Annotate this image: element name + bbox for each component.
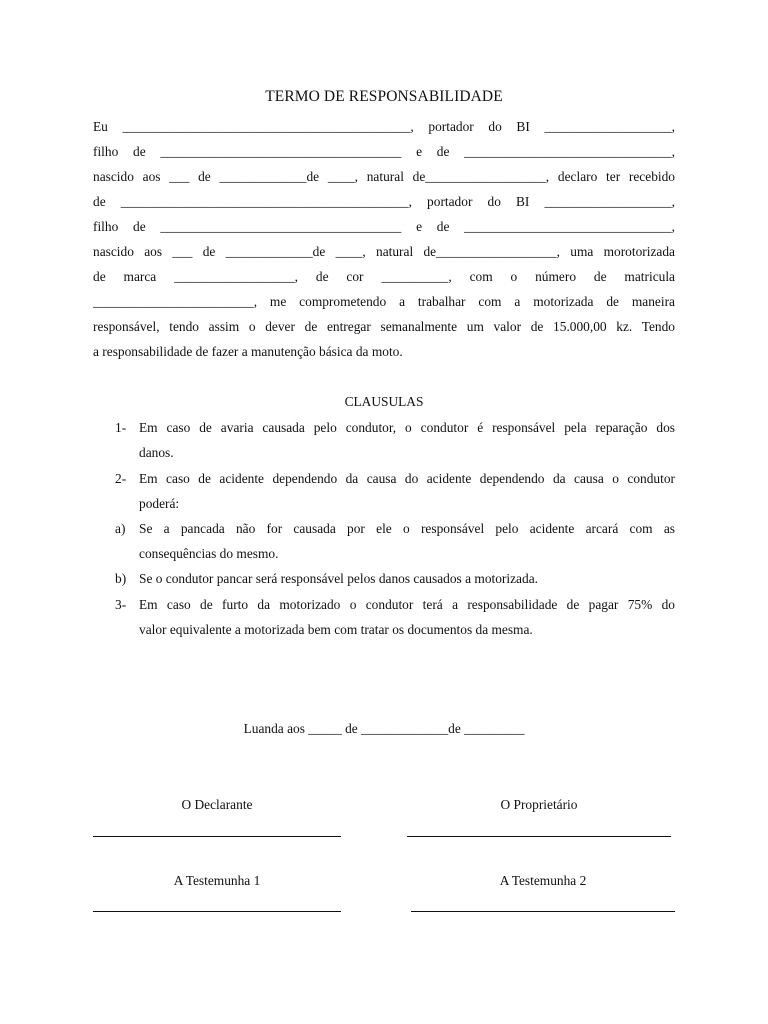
place-date-line: Luanda aos _____ de _____________de _________ (243, 721, 525, 736)
clause-text-line: Se a pancada não for causada por ele o responsável pelo acidente arcará com as (139, 521, 675, 536)
witness-2-signature-line (411, 911, 675, 912)
clause-text-line: Em caso de acidente dependendo da causa do acidente dependendo da causa o condutor (139, 471, 675, 486)
clause-text-line: Em caso de avaria causada pelo condutor, o condutor é responsável pela reparação dos (139, 420, 675, 435)
document-title: TERMO DE RESPONSABILIDADE (265, 88, 503, 105)
body-line-5: filho de ____________________________________ e de _______________________________, (93, 219, 675, 234)
clause-text-line: Em caso de furto da motorizado o condutor terá a responsabilidade de pagar 75% do (139, 597, 675, 612)
clause-text-line: consequências do mesmo. (139, 546, 279, 561)
body-line-4: de ___________________________________________, portador do BI ___________________, (93, 194, 675, 209)
body-line-2: filho de ____________________________________ e de _______________________________, (93, 144, 675, 159)
body-line-8: ________________________, me comprometendo a trabalhar com a motorizada de maneira (93, 294, 675, 309)
body-line-10: a responsabilidade de fazer a manutenção básica da moto. (93, 344, 403, 359)
clause-number: 2- (115, 471, 127, 486)
clause-text-line: Se o condutor pancar será responsável pelos danos causados a motorizada. (139, 571, 538, 586)
witness-1-label: A Testemunha 1 (173, 873, 261, 888)
declarant-label: O Declarante (181, 797, 253, 812)
clause-text-line: poderá: (139, 496, 180, 511)
clause-text-line: valor equivalente a motorizada bem com tratar os documentos da mesma. (139, 622, 533, 637)
clause-number: 1- (115, 420, 127, 435)
body-line-6: nascido aos ___ de _____________de ____, natural de__________________, uma morotorizada (93, 244, 675, 259)
clause-number: b) (115, 571, 127, 586)
body-line-3: nascido aos ___ de _____________de ____, natural de__________________, declaro ter recebido (93, 169, 675, 184)
owner-label: O Proprietário (500, 797, 578, 812)
clause-text-line: danos. (139, 445, 174, 460)
body-line-7: de marca __________________, de cor __________, com o número de matricula (93, 269, 675, 284)
witness-2-label: A Testemunha 2 (499, 873, 587, 888)
declarant-signature-line (93, 836, 341, 837)
clause-number: a) (115, 521, 126, 536)
clauses-heading: CLAUSULAS (344, 394, 424, 409)
owner-signature-line (407, 836, 671, 837)
body-line-1: Eu ___________________________________________, portador do BI ___________________, (93, 119, 675, 134)
clause-number: 3- (115, 597, 127, 612)
body-line-9: responsável, tendo assim o dever de entregar semanalmente um valor de 15.000,00 kz. Tendo (93, 319, 675, 334)
witness-1-signature-line (93, 911, 341, 912)
